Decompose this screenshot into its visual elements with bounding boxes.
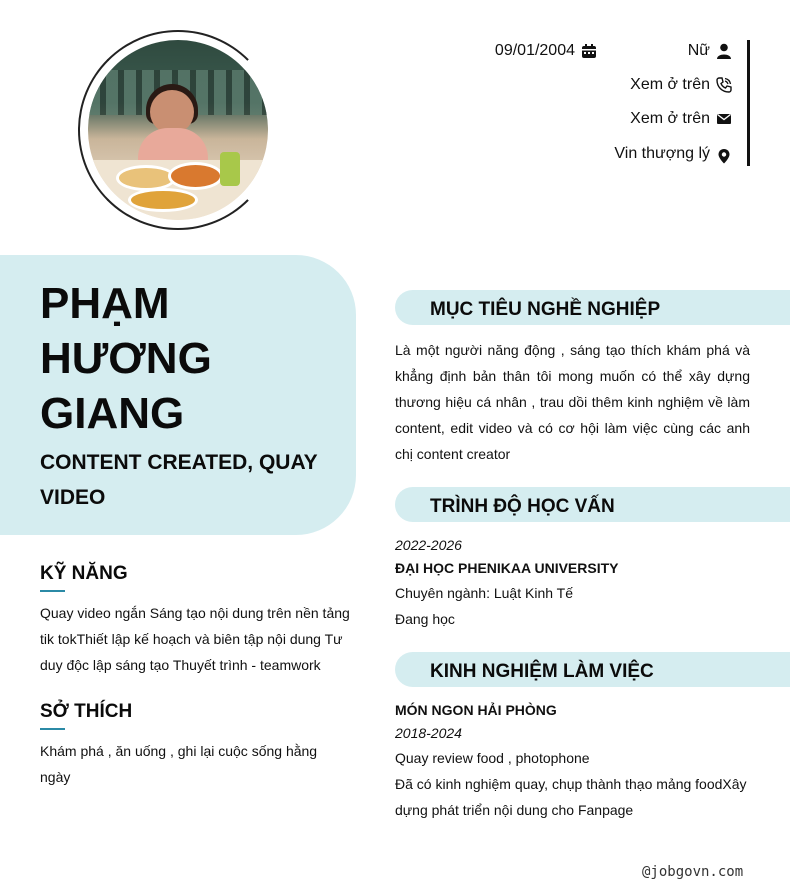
- location-pin-icon: [716, 148, 732, 164]
- education-period: 2022-2026: [395, 537, 462, 553]
- objective-text: Là một người năng động , sáng tạo thích khám phá và khẳng định bản thân tôi mong muốn có thể xây dựng thương hiệu cá nhân , trau dồi thêm kinh nghiệm về làm content, edit video và có cơ hội làm việc cùng các anh chị content creator: [395, 342, 750, 462]
- hobbies-heading: SỞ THÍCH: [40, 701, 133, 722]
- user-icon: [716, 43, 732, 59]
- calendar-icon: [581, 43, 597, 59]
- experience-company: MÓN NGON HẢI PHÒNG: [395, 702, 557, 718]
- contact-divider: [747, 40, 750, 166]
- education-heading: TRÌNH ĐỘ HỌC VẤN: [430, 496, 615, 517]
- candidate-name: PHẠM HƯƠNG GIANG: [40, 279, 212, 438]
- contact-email: [630, 110, 732, 128]
- experience-description: Đã có kinh nghiệm quay, chụp thành thạo mảng foodXây dựng phát triển nội dung cho Fanpage: [395, 776, 747, 818]
- gender-text: Nữ: [687, 42, 710, 59]
- skills-rule: [40, 590, 65, 592]
- contact-gender: [688, 42, 732, 60]
- birthday-text: 09/01/2004: [494, 42, 575, 59]
- objective-heading: MỤC TIÊU NGHỀ NGHIỆP: [430, 299, 661, 320]
- hobbies-rule: [40, 728, 65, 730]
- experience-period: 2018-2024: [395, 725, 462, 741]
- skills-text: Quay video ngắn Sáng tạo nội dung trên nền tảng tik tokThiết lập kế hoạch và biên tập nội dung Tư duy độc lập sáng tạo Thuyết trình - teamwork: [40, 605, 350, 673]
- email-text: Xem ở trên: [630, 110, 710, 127]
- skills-heading: KỸ NĂNG: [40, 563, 128, 584]
- education-school: ĐẠI HỌC PHENIKAA UNIVERSITY: [395, 560, 619, 576]
- experience-heading: KINH NGHIỆM LÀM VIỆC: [430, 661, 654, 682]
- avatar-photo: [88, 40, 268, 220]
- phone-text: Xem ở trên: [630, 76, 710, 93]
- contact-address: [614, 144, 732, 164]
- address-text: Vin thượng lý: [614, 145, 710, 162]
- contact-phone: [630, 76, 732, 94]
- phone-icon: [716, 77, 732, 93]
- education-status: Đang học: [395, 611, 455, 627]
- education-major: Chuyên ngành: Luật Kinh Tế: [395, 585, 573, 601]
- candidate-role: CONTENT CREATED, QUAY VIDEO: [40, 451, 318, 509]
- hobbies-text: Khám phá , ăn uống , ghi lại cuộc sống hằng ngày: [40, 743, 318, 785]
- watermark: @jobgovn.com: [642, 864, 744, 880]
- experience-position: Quay review food , photophone: [395, 750, 590, 766]
- contact-birthday: [495, 42, 597, 60]
- envelope-icon: [716, 111, 732, 127]
